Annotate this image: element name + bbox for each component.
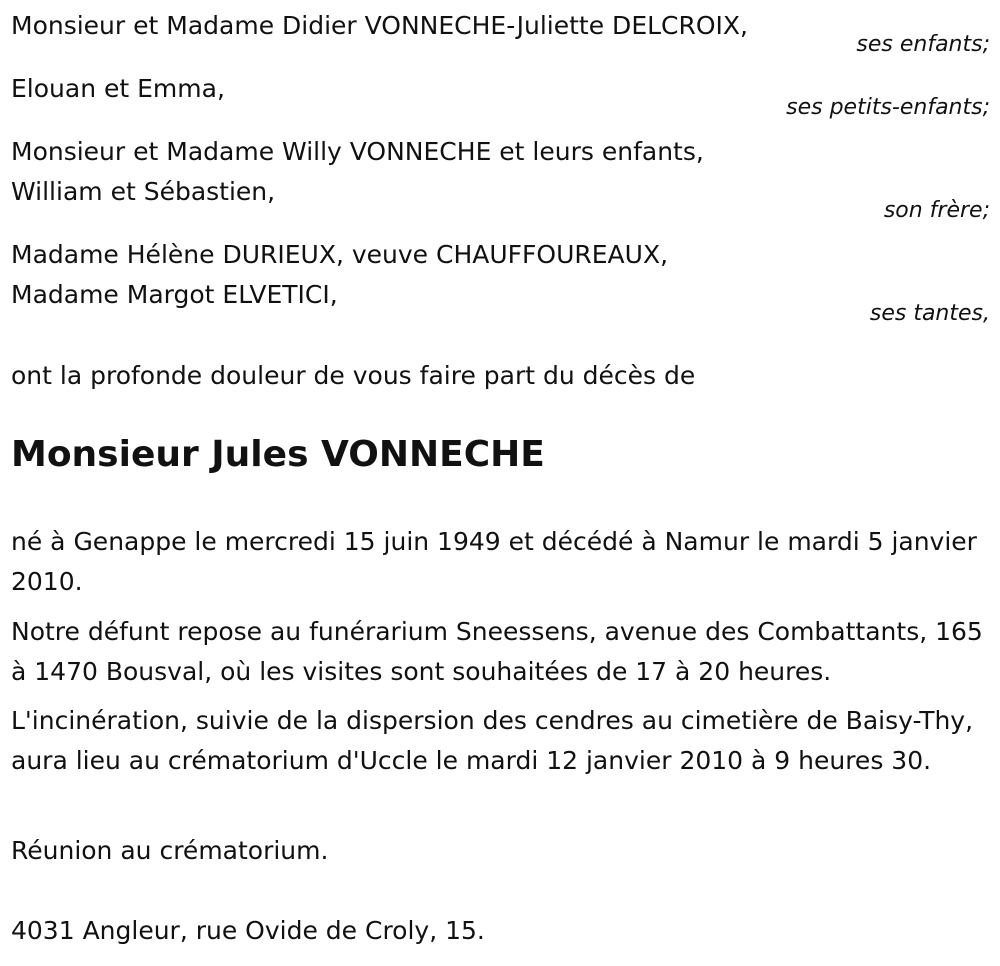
relation-label: son frère; [883,198,990,223]
family-line: Elouan et Emma, [11,74,225,103]
cremation-paragraph: L'incinération, suivie de la dispersion des cendres au cimetière de Baisy-Thy, aura lieu au crématorium d'Uccle le mardi 12 janvier 2010 à 9 heures 30. [11,706,974,775]
address: 4031 Angleur, rue Ovide de Croly, 15. [11,916,485,945]
family-group-brother [0,132,1000,223]
family-line: William et Sébastien, [11,177,276,206]
family-line: Monsieur et Madame Willy VONNECHE et leurs enfants, [11,137,704,166]
family-group-grandchildren [0,69,1000,120]
viewing-paragraph: Notre défunt repose au funérarium Sneessens, avenue des Combattants, 165 à 1470 Bousval, où les visites sont souhaitées de 17 à 20 heures. [11,617,983,686]
family-group-children [0,6,1000,57]
family-line: Monsieur et Madame Didier VONNECHE-Juliette DELCROIX, [11,11,748,40]
family-group-aunts [0,235,1000,326]
relation-label: ses tantes, [869,301,990,326]
deceased-name: Monsieur Jules VONNECHE [11,434,545,475]
gathering-paragraph: Réunion au crématorium. [11,836,329,865]
family-line: Madame Hélène DURIEUX, veuve CHAUFFOUREAUX, [11,240,669,269]
relation-label: ses enfants; [856,32,990,57]
announcement-text: ont la profonde douleur de vous faire part du décès de [11,361,696,390]
family-line: Madame Margot ELVETICI, [11,280,338,309]
relation-label: ses petits-enfants; [786,95,990,120]
birth-death-paragraph: né à Genappe le mercredi 15 juin 1949 et décédé à Namur le mardi 5 janvier 2010. [11,527,977,596]
